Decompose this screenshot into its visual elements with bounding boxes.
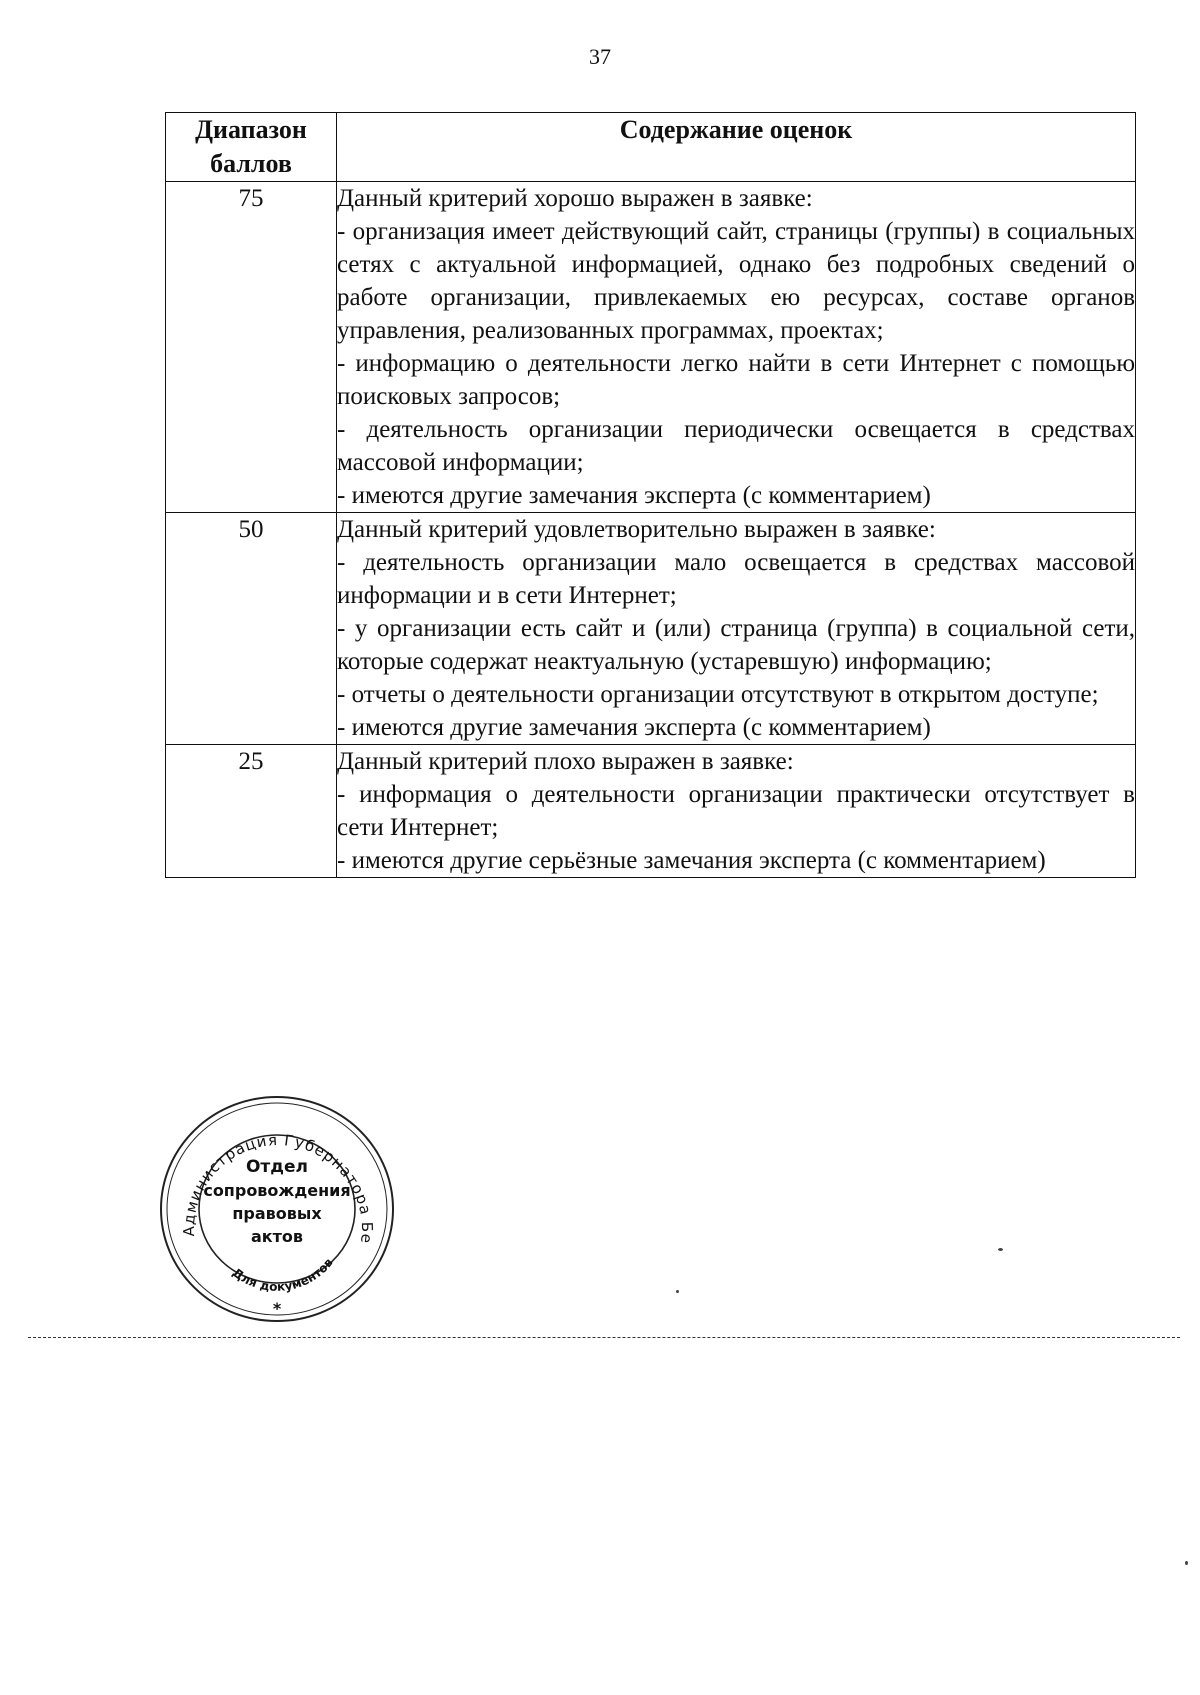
criterion-item: - у организации есть сайт и (или) страница (группа) в социальной сети, которые содержат неактуальную (устаревшую) информацию; (337, 615, 1135, 675)
score-cell: 50 (166, 513, 337, 745)
criterion-item: - имеются другие замечания эксперта (с комментарием) (337, 714, 931, 741)
range-column-header: Диапазон баллов (166, 113, 337, 182)
page-bottom-rule (28, 1337, 1180, 1338)
criterion-item: - организация имеет действующий сайт, страницы (группы) в социальных сетях с актуальной информацией, однако без подробных сведений о работе организации, привлекаемых ею ресурсах, составе органов управления, реализованных программах, проектах; (337, 218, 1135, 344)
score-cell: 75 (166, 182, 337, 513)
evaluation-criteria-table (165, 112, 1136, 878)
content-cell (337, 513, 1136, 745)
content-cell (337, 182, 1136, 513)
table-header-row (166, 113, 1136, 182)
stamp-lower-text: Для документов (229, 1255, 336, 1294)
table-row (166, 513, 1136, 745)
score-cell: 25 (166, 745, 337, 878)
stamp-outer-text: Администрация Губернатора Бе (179, 1130, 377, 1245)
criterion-intro: Данный критерий плохо выражен в заявке: (337, 748, 794, 775)
table-row (166, 182, 1136, 513)
stamp-star: * (272, 1299, 282, 1318)
criterion-item: - информация о деятельности организации практически отсутствует в сети Интернет; (337, 781, 1135, 841)
criterion-item: - отчеты о деятельности организации отсутствуют в открытом доступе; (337, 681, 1099, 708)
criterion-item: - информацию о деятельности легко найти в сети Интернет с помощью поисковых запросов; (337, 350, 1135, 410)
stamp-center-line: правовых (232, 1204, 322, 1223)
stamp-center-line: сопровождения (203, 1181, 351, 1200)
scan-speck (1185, 1561, 1188, 1565)
criterion-intro: Данный критерий хорошо выражен в заявке: (337, 185, 813, 212)
stamp-seal (157, 1092, 397, 1327)
stamp-center-line: актов (250, 1227, 304, 1246)
criterion-item: - имеются другие серьёзные замечания эксперта (с комментарием) (337, 847, 1046, 874)
criterion-intro: Данный критерий удовлетворительно выражен в заявке: (337, 516, 936, 543)
criterion-item: - имеются другие замечания эксперта (с комментарием) (337, 482, 931, 509)
criterion-item: - деятельность организации мало освещается в средствах массовой информации и в сети Интернет; (337, 549, 1135, 609)
page-number: 37 (589, 44, 611, 69)
content-column-header: Содержание оценок (337, 113, 1136, 182)
criterion-item: - деятельность организации периодически освещается в средствах массовой информации; (337, 416, 1135, 476)
content-cell (337, 745, 1136, 878)
scan-speck (676, 1290, 679, 1293)
table-row (166, 745, 1136, 878)
stamp-center-line: Отдел (245, 1157, 309, 1177)
official-stamp (157, 1092, 397, 1327)
scan-speck (998, 1248, 1003, 1251)
